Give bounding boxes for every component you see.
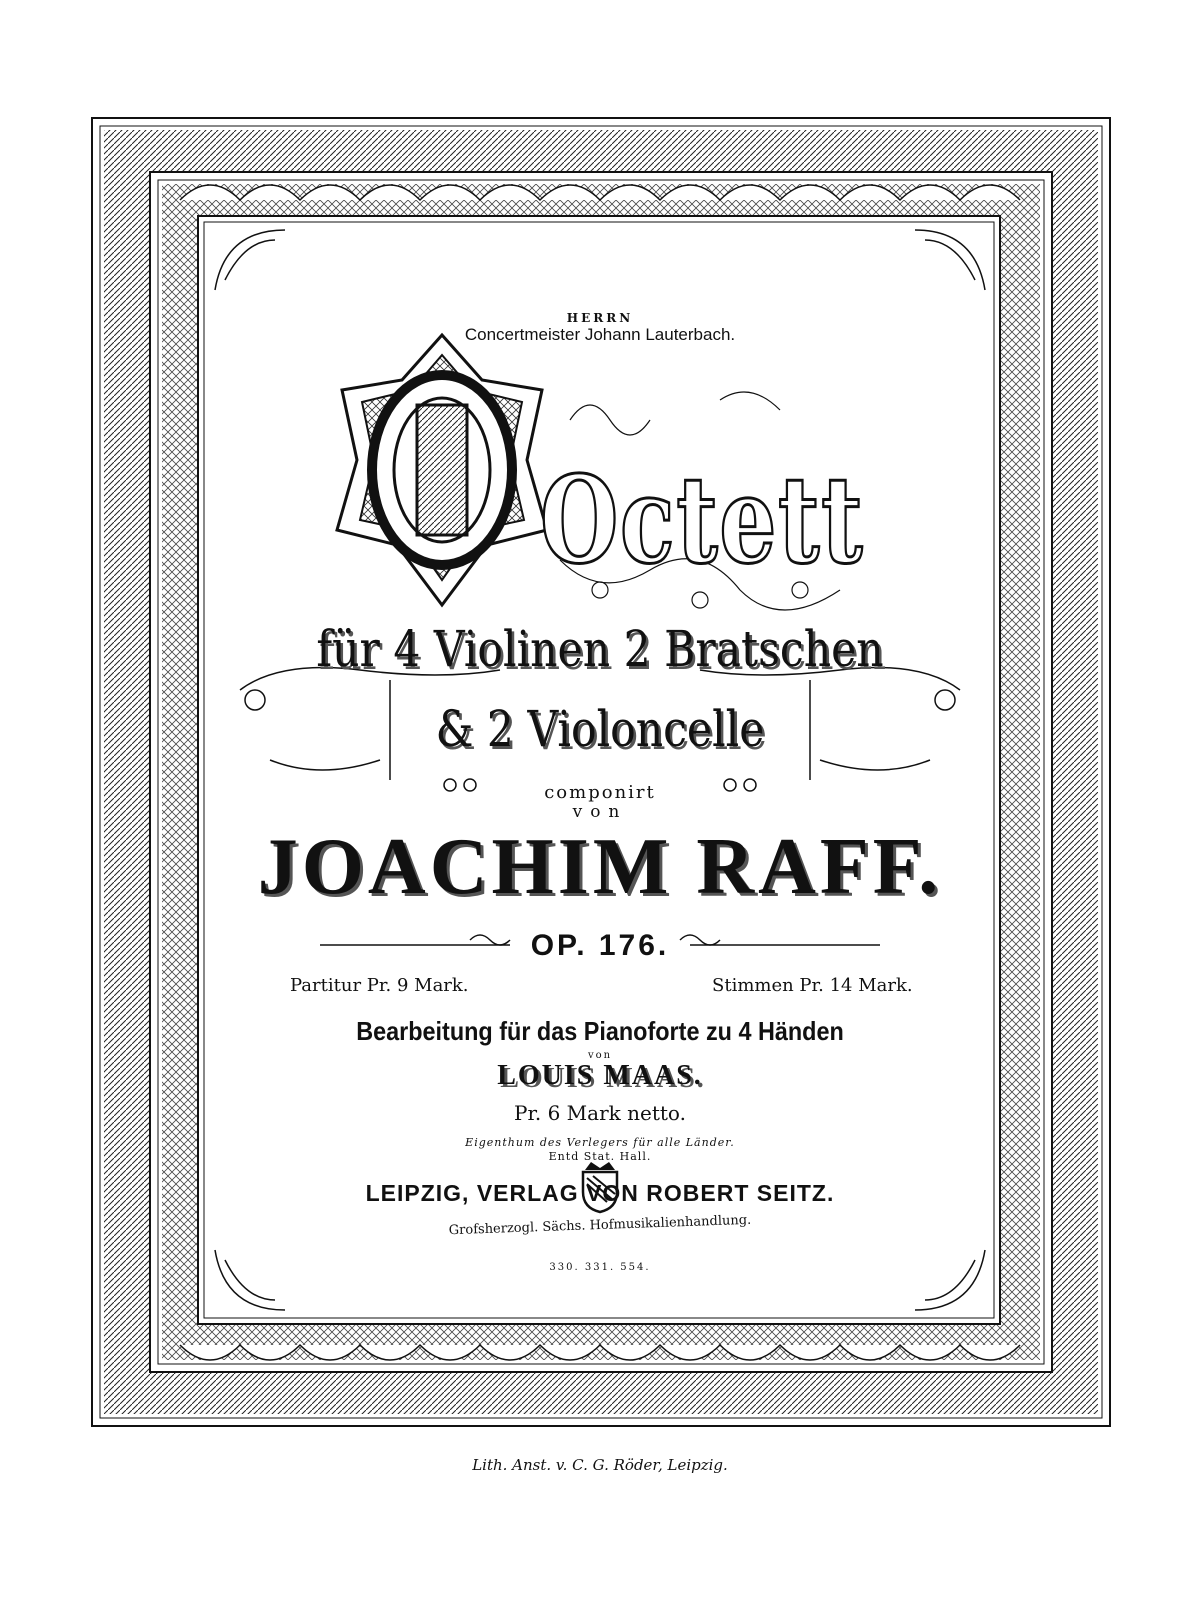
composer-name: JOACHIM RAFF. xyxy=(257,823,943,911)
arranger-name: LOUIS MAAS. xyxy=(497,1060,703,1091)
von-label: von xyxy=(572,802,628,822)
purveyor-line: Grofsherzogl. Sächs. Hofmusikalienhandlung. xyxy=(448,1212,752,1239)
componirt-label: componirt xyxy=(544,782,656,803)
arrangement-title: Bearbeitung für das Pianoforte zu 4 Händen xyxy=(356,1016,844,1046)
publisher-line: LEIPZIG, VERLAG VON ROBERT SEITZ. xyxy=(365,1180,835,1206)
opus-number: OP. 176. xyxy=(530,929,670,962)
arrangement-price: Pr. 6 Mark netto. xyxy=(514,1101,686,1125)
dedication-name: Concertmeister Johann Lauterbach. xyxy=(464,325,736,344)
plate-numbers: 330. 331. 554. xyxy=(549,1262,651,1273)
lithographer-credit: Lith. Anst. v. C. G. Röder, Leipzig. xyxy=(472,1456,728,1474)
parts-price: Stimmen Pr. 14 Mark. xyxy=(712,975,913,996)
rights-notice: Eigenthum des Verlegers für alle Länder. xyxy=(465,1136,735,1149)
instrumentation-line-1: für 4 Violinen 2 Bratschen xyxy=(316,620,884,678)
instrumentation-line-2: & 2 Violoncelle xyxy=(435,700,765,758)
title-word: Octett xyxy=(540,450,865,591)
dedication-label: HERRN xyxy=(566,311,634,325)
arrangement-von: von xyxy=(587,1050,613,1061)
score-price: Partitur Pr. 9 Mark. xyxy=(290,975,469,996)
ornamental-emblem-icon xyxy=(332,330,552,610)
registration-notice: Entd Stat. Hall. xyxy=(548,1150,652,1163)
